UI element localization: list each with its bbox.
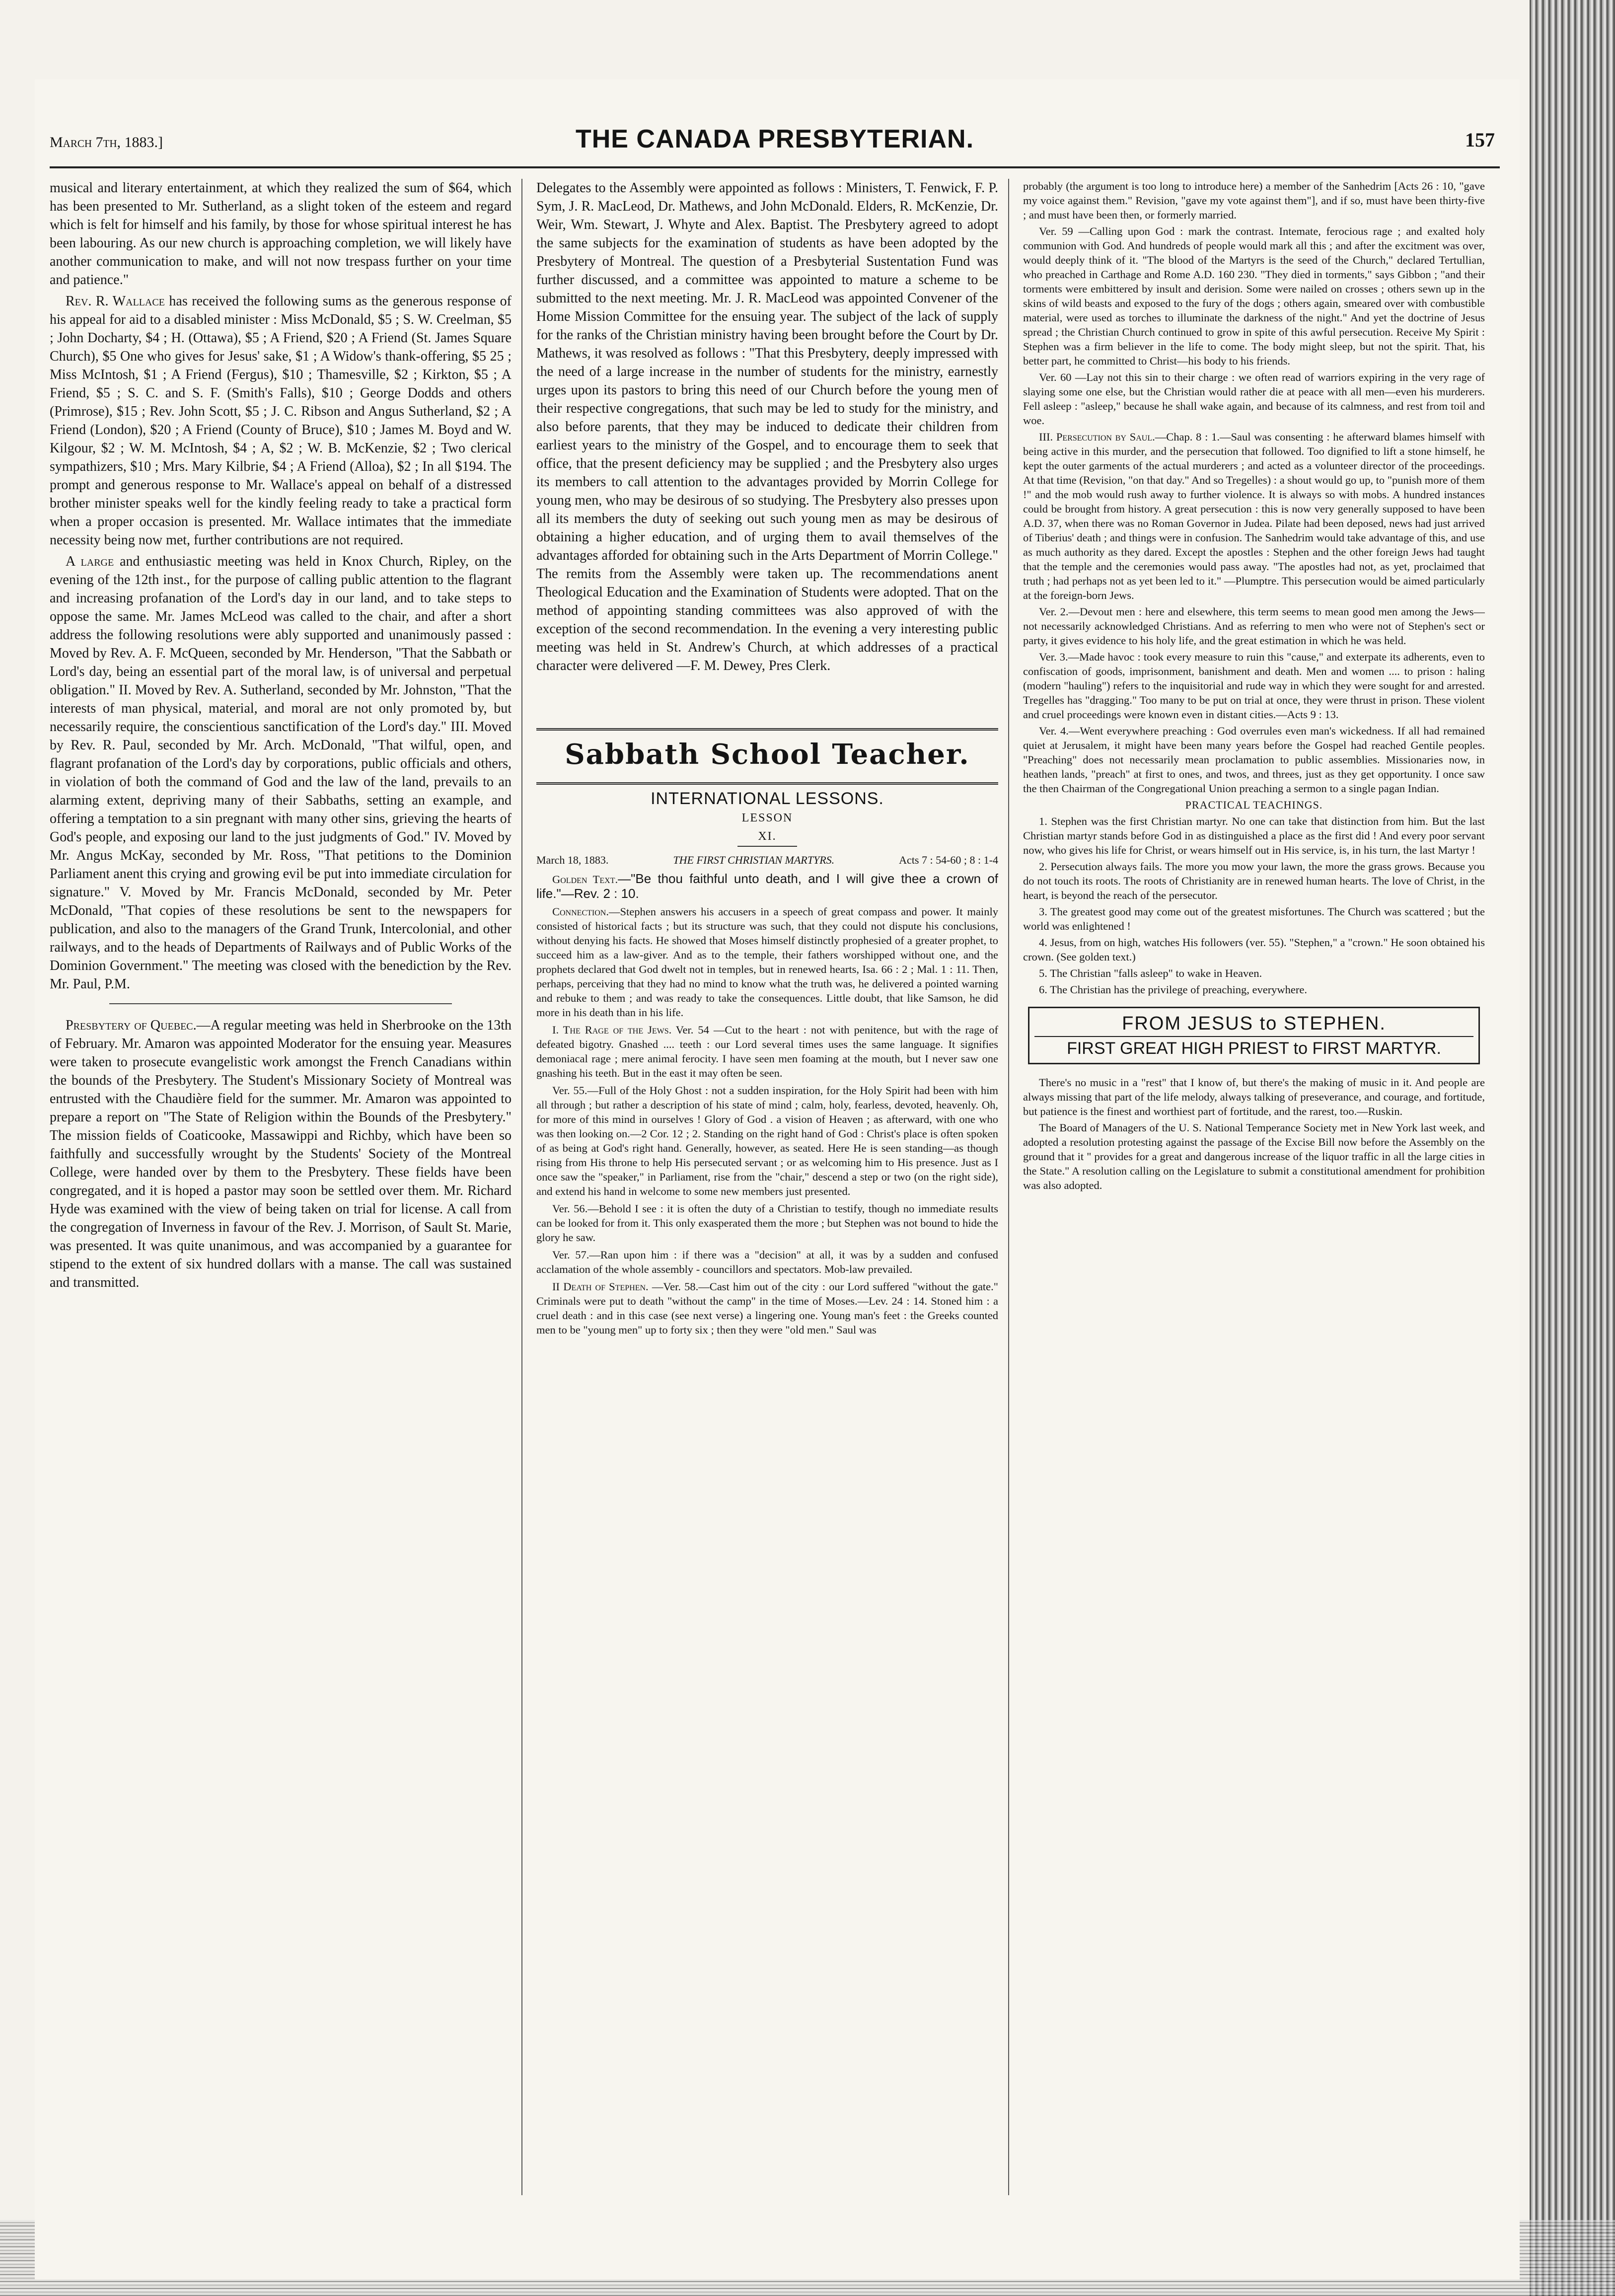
quebec-presbytery-paragraph bbox=[50, 1016, 512, 1292]
column-3 bbox=[1023, 179, 1485, 2190]
column-rule-1 bbox=[521, 179, 522, 2195]
connection-body: —Stephen answers his accusers in a speech of great compass and power. It mainly consisted of historical facts ; but its structure was such, that they could not dispute his conclusions, without denying his facts. He showed that Moses himself distinctly prophesied of a greater prophet, to succeed him as a law-giver. And as to the temple, their fathers worshipped without one, and the prophets declared that God dwelt not in temples, but in renewed hearts, Isa. 66 : 2 ; Mal. 1 : 11. Then, perhaps, perceiving that they had no mind to know what the truth was, he delivered a pointed warning and rebuke to them ; and was ready to take the consequences. Little doubt, that like Samson, he did more in his death than in his life. bbox=[536, 905, 998, 1019]
delegates-paragraph: Delegates to the Assembly were appointed as follows : Ministers, T. Fenwick, F. P. Sym, J. R. MacLeod, Dr. Mathews, and John McDonald. Elders, R. McKenzie, Dr. Weir, Wm. Stewart, J. Whyte and Alex. Baptist. The Presbytery agreed to adopt the same subjects for the examination of students as have been adopted by the Presbytery of Montreal. The question of a Presbyterial Sustentation Fund was further discussed, and a committee was appointed to mature a scheme to be submitted to the next meeting. Mr. J. R. MacLeod was appointed Convener of the Home Mission Committee for the ensuing year. The subject of the lack of supply for the ranks of the Christian ministry having been brought before the Court by Dr. Mathews, it was resolved as follows : "That this Presbytery, deeply impressed with the need of a large increase in the number of students for the ministry, earnestly urges upon its pastors to bring this need of our Church before the young men of their respective congregations, that such may be led to study for the ministry, and also before parents, that they may be induced to dedicate their children from earliest years to the ministry of the Gospel, and to encourage them to seek that office, that the present deficiency may be supplied ; and the Presbytery also urges its members to call attention to the advantages provided by Morrin College for young men, who may be desirous of so studying. The Presbytery also presses upon all its members the duty of seeking out such young men as may be desirous of obtaining a higher education, and of urging them to avail themselves of the advantages afforded for obtaining such in the Arts Department of Morrin College." The remits from the Assembly were taken up. The recommendations anent Theological Education and the Examination of Students were adopted. That on the method of appointing standing committees was also approved of with the exception of the second recommendation. In the evening a very interesting public meeting was held in St. Andrew's Church, at which addresses of a practical character were delivered —F. M. Dewey, Pres Clerk. bbox=[536, 180, 998, 673]
ripley-meeting-paragraph bbox=[50, 552, 512, 993]
teaching-6: 6. The Christian has the privilege of preaching, everywhere. bbox=[1039, 983, 1308, 996]
column-1 bbox=[50, 179, 512, 2190]
ruskin-paragraph: There's no music in a "rest" that I know of, but there's the making of music in it. And people are always missing that part of the life melody, always talking of preseverance, and courage, and fortitude, but patience is the finest and worthiest part of fortitude, and the rarest, too.—Ruskin. bbox=[1023, 1076, 1485, 1117]
teaching-3: 3. The greatest good may come out of the greatest misfortunes. The Church was scattered ; but the world was enlightened ! bbox=[1023, 905, 1485, 932]
lesson-date: March 18, 1883. bbox=[536, 854, 609, 866]
practical-teachings-heading: PRACTICAL TEACHINGS. bbox=[1185, 799, 1323, 811]
wallace-text: has received the following sums as the generous response of his appeal for aid to a disabled minister : Miss McDonald, $5 ; S. W. Creelman, $5 ; John Docharty, $4 ; H. (Ottawa), $5 ; A Friend, $20 ; A Friend (St. James Square Church), $5 One who gives for Jesus' sake, $1 ; A Widow's thank-offering, $5 25 ; Miss McIntosh, $1 ; A Friend (Fergus), $10 ; Thamesville, $2 ; Kirkton, $5 ; A Friend, $5 ; S. C. and S. F. (Smith's Falls), $10 ; George Dodds and others (Primrose), $15 ; Rev. John Scott, $5 ; J. C. Ribson and Angus Sutherland, $2 ; A Friend (London), $20 ; A Friend (County of Bruce), $10 ; James M. Boyd and W. Kilgour, $2 ; W. M. McIntosh, $4 ; A, $2 ; W. B. McKenzie, $2 ; Two clerical sympathizers, $10 ; Mrs. Mary Kilbrie, $4 ; A Friend (Alloa), $2 ; In all $194. The prompt and generous response to Mr. Wallace's appeal on behalf of a distressed brother minister speaks well for the kindly feeling ready to take a practical form when a proper occasion is presented. Mr. Wallace intimates that the immediate necessity being now met, further contributions are not required. bbox=[50, 294, 512, 548]
section-divider bbox=[109, 1003, 452, 1004]
verse-55-paragraph: Ver. 55.—Full of the Holy Ghost : not a sudden inspiration, for the Holy Spirit had been with him all through ; but rather a description of his state of mind ; calm, holy, fearless, devoted, heavenly. Oh, for more of this mind in ourselves ! Glory of God . a vision of Heaven ; as afterward, with one who was then looking on.—2 Cor. 12 ; 2. Standing on the right hand of God : Christ's place is often spoken of as being at God's right hand. Generally, however, as seated. Here He is seen standing—as though rising from His throne to help His persecuted servant ; or as welcoming him to His presence. Just as I once saw the "speaker," in Parliament, rise from the "chair," descend a step or two (on the right side), and extend his hand in welcome to some new members just presented. bbox=[536, 1084, 998, 1197]
rage-of-jews-paragraph bbox=[536, 1023, 998, 1080]
section-i-body: Ver. 54 —Cut to the heart : not with penitence, but with the rage of defeated bigotry. Gnashed .... teeth : our Lord several times uses the same language. It signifies demoniacal rage ; mere animal ferocity. I have seen men foaming at the mouth, but I never saw one gnashing his teeth. But in the east it may often be seen. bbox=[536, 1024, 998, 1079]
ripley-text: and enthusiastic meeting was held in Knox Church, Ripley, on the evening of the 12th inst., for the purpose of calling public attention to the flagrant and increasing profanation of the Lord's day in our land, and to take steps to oppose the same. Mr. James McLeod was called to the chair, and after a short address the following resolutions were ably supported and unanimously passed : Moved by Rev. A. F. McQueen, seconded by Mr. Henderson, "That the Sabbath or Lord's day, being an essential part of the moral law, is of universal and perpetual obligation." II. Moved by Rev. A. Sutherland, seconded by Mr. Johnston, "That the interests of man physical, material, and moral are not only promoted by, but necessarily require, the conscientious sanctification of the Lord's day." III. Moved by Rev. R. Paul, seconded by Mr. Arch. McDonald, "That wilful, open, and flagrant profanation of the Lord's day by corporations, public officials and others, in violation of both the command of God and the law of the land, prevails to an alarming extent, depriving many of their Sabbaths, setting an example, and offering a temptation to a sin pregnant with many other sins, grieving the hearts of God's people, and exposing our land to the just judgments of God." IV. Moved by Mr. Angus McKay, seconded by Mr. Ross, "That petitions to the Dominion Parliament anent this crying and growing evil be put into immediate circulation for signature." V. Moved by Mr. Francis McDonald, seconded by Mr. Peter McDonald, "That copies of these resolutions be sent to the newspapers for publication, and also to the managers of the Grand Trunk, Intercolonial, and other railways, and to the heads of Departments of Railways and of Public Works of the Dominion Government." The meeting was closed with the benediction by the Rev. Mr. Paul, P.M. bbox=[50, 554, 512, 992]
section-ii-lead: II Death of Stephen. bbox=[552, 1280, 649, 1293]
box-line-1: FROM JESUS to STEPHEN. bbox=[1122, 1013, 1386, 1034]
verse-56-paragraph: Ver. 56.—Behold I see : it is often the duty of a Christian to testify, though no immediate results can be looked for from it. This only exasperated them the more ; but Stephen was not bound to hide the glory he saw. bbox=[536, 1202, 998, 1244]
page-header bbox=[50, 124, 1500, 159]
verse-4-paragraph: Ver. 4.—Went everywhere preaching : God overrules even man's wickedness. If all had remained quiet at Jerusalem, it might have been many years before the Gospel had reached Gentile peoples. "Preaching" does not necessarily mean proclamation to public assemblies. Missionaries now, in heathen lands, "preach" at first to ones, and twos, and threes, just as they get opportunity. I once saw the then Chairman of the Congregational Union preaching a sermon to a single pagan Indian. bbox=[1023, 725, 1485, 795]
golden-text bbox=[536, 872, 998, 901]
connection-lead: Connection. bbox=[552, 905, 609, 918]
wallace-letter-end: musical and literary entertainment, at which they realized the sum of $64, which has been presented to Mr. Sutherland, as a slight token of the esteem and regard which is felt for himself and his family, by those for whose spiritual interest he has been labouring. As our new church is approaching completion, we will likely have another communication to make, and will not now trespass further on your time and patience." bbox=[50, 180, 512, 288]
quebec-text: —A regular meeting was held in Sherbrooke on the 13th of February. Mr. Amaron was appointed Moderator for the ensuing year. Measures were taken to prosecute evangelistic work amongst the French Canadians within the bounds of the Presbytery. The Student's Missionary Society of Montreal was entrusted with the Chaudière field for the summer. Mr. Amaron was appointed to prepare a report on "The State of Religion within the Bounds of the Presbytery." The mission fields of Coaticooke, Massawippi and Richby, which have been so faithfully and successfully wrought by the Students' Society of the Montreal College, were handed over by them to the Presbytery. These fields have been congregated, and it is hoped a pastor may soon be settled over them. Mr. Richard Hyde was examined with the view of being taken on trial for license. A call from the congregation of Inverness in favour of the Rev. J. Morrison, of Sault St. Marie, was presented. It was quite unanimous, and was accompanied by a guarantee for stipend to the extent of six hundred dollars with a manse. The call was sustained and transmitted. bbox=[50, 1018, 512, 1290]
quebec-lead: Presbytery of Quebec. bbox=[66, 1018, 197, 1033]
section-iii-lead: III. Persecution by Saul. bbox=[1039, 431, 1155, 443]
sabbath-school-banner: Sabbath School Teacher. bbox=[565, 738, 970, 771]
lesson-body bbox=[536, 854, 998, 1337]
ripley-lead: A large bbox=[66, 554, 114, 569]
column-2 bbox=[536, 179, 998, 2190]
lesson-name: THE FIRST CHRISTIAN MARTYRS. bbox=[673, 854, 835, 866]
masthead-title: THE CANADA PRESBYTERIAN. bbox=[575, 125, 974, 153]
section-i-lead: I. The Rage of the Jews. bbox=[552, 1024, 672, 1036]
issue-date: March 7th, 1883.] bbox=[50, 134, 163, 150]
page-number: 157 bbox=[1465, 129, 1495, 151]
teaching-5: 5. The Christian "falls asleep" to wake in Heaven. bbox=[1039, 967, 1262, 979]
teaching-4: 4. Jesus, from on high, watches His followers (ver. 55). "Stephen," a "crown." He soon obtained his crown. (See golden text.) bbox=[1023, 936, 1485, 963]
death-of-stephen-paragraph bbox=[536, 1279, 998, 1337]
verse-57-paragraph: Ver. 57.—Ran upon him : if there was a "decision" at all, it was by a sudden and confused acclamation of the whole assembly - councillors and spectators. Mob-law prevailed. bbox=[536, 1249, 998, 1275]
verse-59-paragraph: Ver. 59 —Calling upon God : mark the contrast. Intemate, ferocious rage ; and exalted holy communion with God. And hundreds of people would mark all this ; and after the excitment was over, would deeply think of it. "The blood of the Martyrs is the seed of the Church," declared Tertullian, who preached in Carthage and Rome A.D. 160 230. "They died in torments," says Gibbon ; "and their torments were embittered by insult and derision. Some were nailed on crosses ; others sewn up in the skins of wild beasts and exposed to the fury of the dogs ; others again, smeared over with combustible material, were used as torches to illuminate the darkness of the night." And yet the doctrine of Jesus spread ; the Christian Church continued to grow in spite of this awful persecution. Receive My Spirit : Stephen was a firm believer in the life to come. The body might sleep, but not the spirit. That, his better part, he committed to Christ—his body to his friends. bbox=[1023, 225, 1485, 367]
column-rule-2 bbox=[1008, 179, 1009, 2195]
box-line-2: FIRST GREAT HIGH PRIEST to FIRST MARTYR. bbox=[1034, 1036, 1473, 1060]
banner-rule-top bbox=[536, 728, 998, 731]
teaching-1: 1. Stephen was the first Christian martyr. No one can take that distinction from him. But the last Christian martyr stands before God in as distinguished a place as the first did ! And every poor servant now, who gives his life for Christ, or wears himself out in His service, is, in his turn, the last Martyr ! bbox=[1023, 815, 1485, 856]
temperance-paragraph: The Board of Managers of the U. S. National Temperance Society met in New York last week, and adopted a resolution protesting against the passage of the Excise Bill now before the Assembly on the ground that it " provides for a great and dangerous increase of the liquor traffic in all the large cities in the State." A resolution calling on the Legislature to submit a constitutional amendment for prohibition was also adopted. bbox=[1023, 1121, 1485, 1191]
verse-3-paragraph: Ver. 3.—Made havoc : took every measure to ruin this "cause," and exterpate its adherents, even to confiscation of goods, imprisonment, banishment and death. Men and women .... to prison : haling (modern "hauling") refers to the inquisitorial and rude way in which they were sought for and arrested. Tregelles has "dragging." Too many to be put on trial at once, they were thrust in prison. These violent and cruel proceedings were known even in distant cities.—Acts 9 : 13. bbox=[1023, 651, 1485, 721]
lesson-date-row bbox=[536, 854, 998, 867]
verse-2-paragraph: Ver. 2.—Devout men : here and elsewhere, this term seems to mean good men among the Jews—not necessarily acknowledged Christians. And as referring to men who were not of Stephen's sect or party, it gives evidence to his holy life, and the great estimation in which he was held. bbox=[1023, 605, 1485, 647]
connection-paragraph bbox=[536, 904, 998, 1020]
saul-sanhedrim-paragraph: probably (the argument is too long to introduce here) a member of the Sanhedrim [Acts 26 : 10, "gave my voice against them." Revision, "gave my vote against them"], and if so, must have been thirty-five ; and must have been then, or formerly married. bbox=[1023, 180, 1485, 221]
lessons-title: INTERNATIONAL LESSONS. bbox=[651, 789, 884, 808]
lesson-reference: Acts 7 : 54-60 ; 8 : 1-4 bbox=[899, 854, 998, 866]
persecution-paragraph bbox=[1023, 430, 1485, 602]
wallace-paragraph bbox=[50, 292, 512, 549]
lesson-number: LESSON XI. bbox=[737, 809, 797, 847]
golden-body: —"Be thou faithful unto death, and I will give thee a crown of life."—Rev. 2 : 10. bbox=[536, 871, 998, 901]
golden-lead: Golden Text. bbox=[552, 873, 618, 886]
header-rule bbox=[50, 166, 1500, 168]
delegates-block bbox=[536, 179, 998, 719]
wallace-lead: Rev. R. Wallace bbox=[66, 294, 165, 309]
section-ii-body: —Ver. 58.—Cast him out of the city : our Lord suffered "without the gate." Criminals were put to death "without the camp" in the time of Moses.—Lev. 24 : 14. Stoned him : a cruel death : and in this case (see next verse) a lingering one. Young man's feet : the Greeks counted men to be "young men" up to forty six ; then they were "old men." Saul was bbox=[536, 1280, 998, 1336]
jesus-to-stephen-box bbox=[1028, 1007, 1480, 1064]
verse-60-paragraph: Ver. 60 —Lay not this sin to their charge : we often read of warriors expiring in the very rage of slaying some one else, but the Christian would rather die at peace with all men—even his murderers. Fell asleep : "asleep," because he shall wake again, and because of its calmness, and rest from toil and woe. bbox=[1023, 371, 1485, 427]
scan-edge-right bbox=[1530, 0, 1615, 2296]
section-iii-body: —Chap. 8 : 1.—Saul was consenting : he afterward blames himself with being active in this murder, and the persecution that followed. Too dignified to lift a stone himself, he kept the outer garments of the actual murderers ; and acted as a volunteer director of the proceedings. At that time (Revision, "on that day." And so Tregelles) : a shout would go up, to "punish more of them !" and the mob would rush away to further violence. It is always so with mobs. A hundred instances could be brought from history. A great persecution : this is now very generally supposed to have been A.D. 37, when there was no Roman Governor in Judea. Pilate had been deposed, news had just arrived of Tiberius' death ; and things were in confusion. The Sanhedrim would take advantage of this, and use as much authority as they dared. Except the apostles : Stephen and the other foreign Jews had taught that the temple and the ceremonies would pass away. "The apostles had not, as yet, proclaimed that truth ; had perhaps not as yet been led to it." —Plumptre. This persecution would be aimed particularly at the foreign-born Jews. bbox=[1023, 431, 1485, 601]
teaching-2: 2. Persecution always fails. The more you mow your lawn, the more the grass grows. Because you do not touch its roots. The roots of Christianity are in renewed human hearts. The love of Christ, in the heart, is beyond the reach of the persecutor. bbox=[1023, 860, 1485, 901]
banner-rule-bottom bbox=[536, 782, 998, 785]
